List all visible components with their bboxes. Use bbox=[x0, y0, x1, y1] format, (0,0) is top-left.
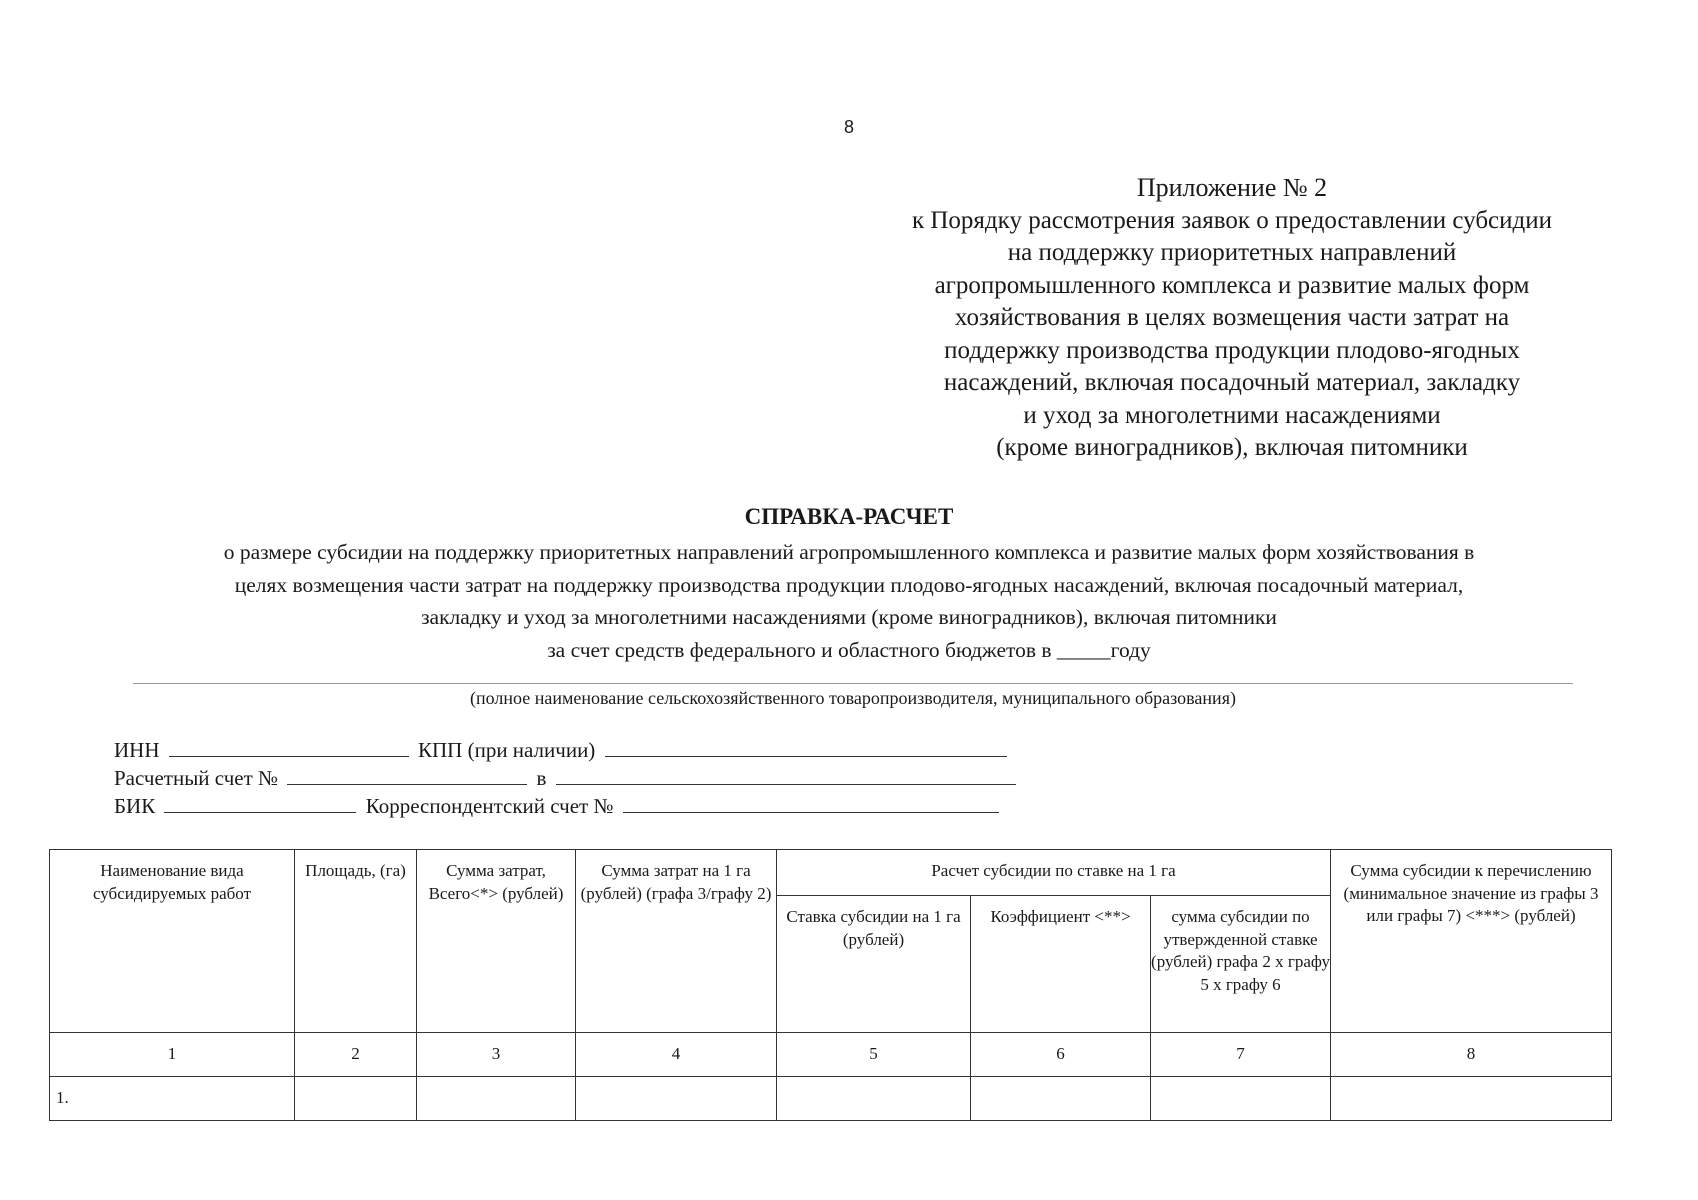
description-line: за счет средств федерального и областного бюджетов в _____году bbox=[547, 637, 1151, 662]
appendix-line: насаждений, включая посадочный материал, закладку bbox=[943, 369, 1521, 396]
column-number: 3 bbox=[417, 1033, 576, 1077]
producer-name-caption: (полное наименование сельскохозяйственного товаропроизводителя, муниципального образования) bbox=[470, 688, 1236, 708]
header-total-costs: Сумма затрат, Всего<*> (рублей) bbox=[417, 850, 576, 1033]
bank-in-label: в bbox=[536, 766, 547, 790]
description-line: целях возмещения части затрат на поддержку производства продукции плодово-ягодных насаждений, включая посадочный материал, bbox=[234, 572, 1464, 597]
table-cell[interactable] bbox=[417, 1077, 576, 1121]
inn-label: ИНН bbox=[114, 738, 160, 762]
table-cell[interactable] bbox=[1331, 1077, 1612, 1121]
header-area: Площадь, (га) bbox=[295, 850, 417, 1033]
producer-name-line[interactable] bbox=[133, 683, 1573, 684]
table-cell[interactable] bbox=[971, 1077, 1151, 1121]
calculation-table bbox=[49, 849, 1612, 1121]
column-number: 8 bbox=[1331, 1033, 1612, 1077]
header-costs-per-ha: Сумма затрат на 1 га (рублей) (графа 3/графу 2) bbox=[576, 850, 777, 1033]
requisites-row-bik bbox=[114, 794, 1003, 819]
appendix-block bbox=[862, 172, 1602, 465]
table-cell[interactable] bbox=[777, 1077, 971, 1121]
description-line: о размере субсидии на поддержку приоритетных направлений агропромышленного комплекса и развитие малых форм хозяйствования в bbox=[223, 540, 1475, 564]
column-number: 1 bbox=[50, 1033, 295, 1077]
inn-field[interactable] bbox=[169, 738, 409, 757]
bank-name-field[interactable] bbox=[556, 766, 1016, 785]
document-title: СПРАВКА-РАСЧЕТ bbox=[744, 504, 954, 529]
column-number: 6 bbox=[971, 1033, 1151, 1077]
header-rate-per-ha: Ставка субсидии на 1 га (рублей) bbox=[777, 896, 971, 1033]
header-subsidy-approved-rate: сумма субсидии по утвержденной ставке (рублей) графа 2 х графу 5 х графу 6 bbox=[1151, 896, 1331, 1033]
appendix-line: агропромышленного комплекса и развитие малых форм bbox=[934, 271, 1530, 299]
corr-account-field[interactable] bbox=[623, 794, 999, 813]
header-coefficient: Коэффициент <**> bbox=[971, 896, 1151, 1033]
column-number: 7 bbox=[1151, 1033, 1331, 1077]
appendix-line: (кроме виноградников), включая питомники bbox=[996, 434, 1468, 461]
requisites-row-inn bbox=[114, 738, 1011, 763]
column-number: 4 bbox=[576, 1033, 777, 1077]
page-number: 8 bbox=[843, 117, 854, 137]
account-label: Расчетный счет № bbox=[114, 766, 279, 790]
kpp-label: КПП (при наличии) bbox=[418, 738, 596, 762]
table-cell[interactable]: 1. bbox=[50, 1077, 295, 1121]
table-header-row bbox=[50, 850, 1612, 896]
kpp-field[interactable] bbox=[605, 738, 1007, 757]
account-field[interactable] bbox=[287, 766, 527, 785]
table-cell[interactable] bbox=[295, 1077, 417, 1121]
header-subsidy-transfer: Сумма субсидии к перечислению (минимальное значение из графы 3 или графы 7) <***> (рублей) bbox=[1331, 850, 1612, 1033]
document-description bbox=[120, 536, 1578, 666]
bik-field[interactable] bbox=[164, 794, 356, 813]
column-number-row bbox=[50, 1033, 1612, 1077]
column-number: 5 bbox=[777, 1033, 971, 1077]
table-cell[interactable] bbox=[576, 1077, 777, 1121]
appendix-title: Приложение № 2 bbox=[1136, 173, 1328, 202]
header-subsidy-calc-group: Расчет субсидии по ставке на 1 га bbox=[777, 850, 1331, 896]
corr-account-label: Корреспондентский счет № bbox=[365, 794, 614, 818]
appendix-line: к Порядку рассмотрения заявок о предоставлении субсидии bbox=[911, 206, 1553, 234]
bik-label: БИК bbox=[114, 794, 156, 818]
table-row bbox=[50, 1077, 1612, 1121]
header-work-type: Наименование вида субсидируемых работ bbox=[50, 850, 295, 1033]
appendix-line: хозяйствования в целях возмещения части затрат на bbox=[954, 304, 1510, 331]
requisites-row-account bbox=[114, 766, 1020, 791]
appendix-line: поддержку производства продукции плодово-ягодных bbox=[944, 336, 1520, 364]
appendix-line: и уход за многолетними насаждениями bbox=[1023, 401, 1441, 429]
appendix-line: на поддержку приоритетных направлений bbox=[1007, 239, 1457, 266]
column-number: 2 bbox=[295, 1033, 417, 1077]
table-cell[interactable] bbox=[1151, 1077, 1331, 1121]
description-line: закладку и уход за многолетними насаждениями (кроме виноградников), включая питомники bbox=[421, 605, 1277, 629]
